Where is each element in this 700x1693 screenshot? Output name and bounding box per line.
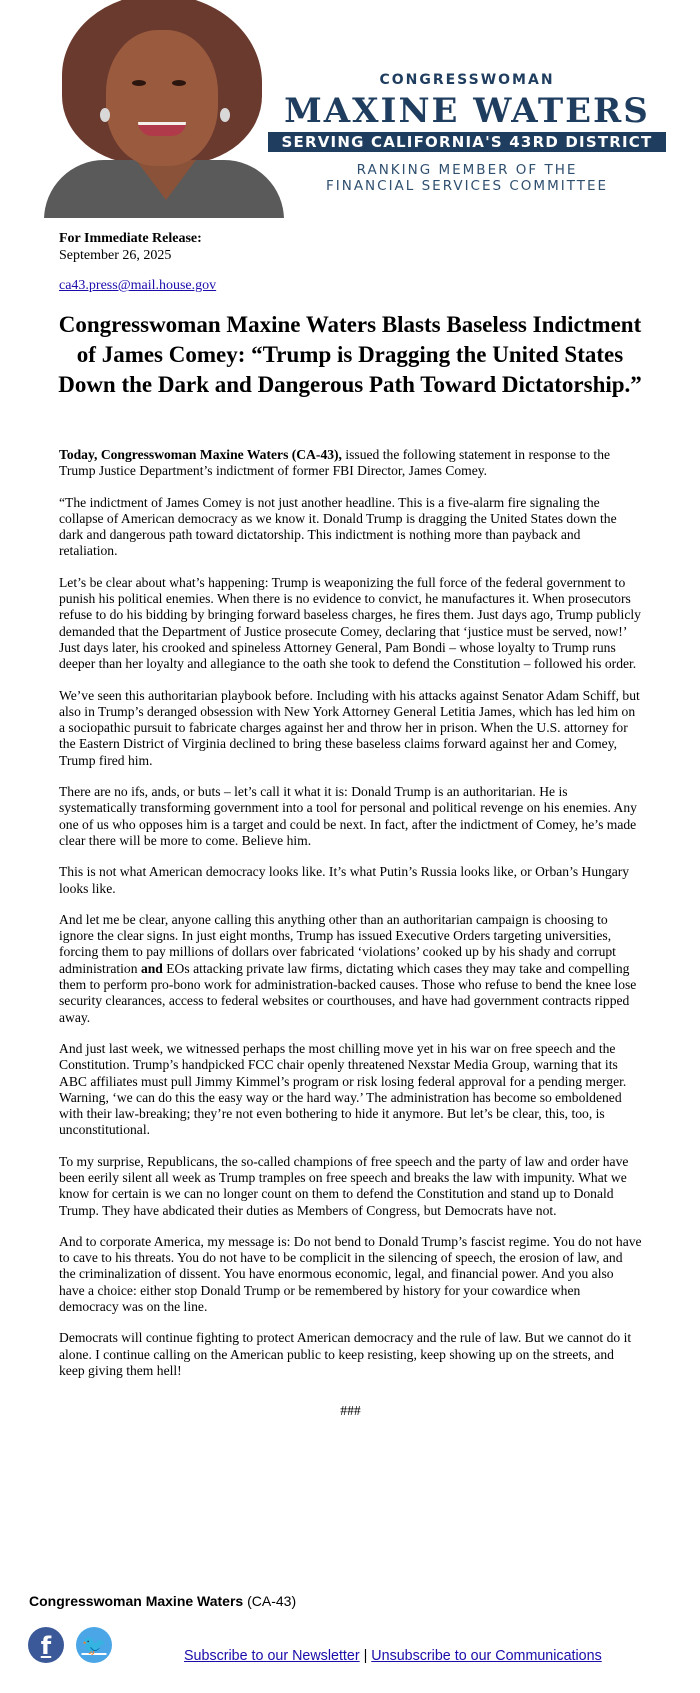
facebook-icon[interactable]: f <box>28 1627 64 1663</box>
lead-rest: issued the following statement in response to the Trump Justice Department’s indictment of former FBI Director, James Comey. <box>59 447 611 479</box>
paragraph-4: There are no ifs, ands, or buts – let’s call it what it is: Donald Trump is an authoritarian. He is systematically transforming government into a tool for personal and political revenge on his enemies. Any one of us who opposes him is a target and could be next. In fact, after the indictment of Comey, he’s made clear there will be more to come. Believe him. <box>59 784 637 848</box>
paragraph-3: We’ve seen this authoritarian playbook before. Including with his attacks against Senator Adam Schiff, but also in Trump’s deranged obsession with New York Attorney General Letitia James, which has led him on a sociopathic pursuit to fabricate charges against her and throw her in prison. When the U.S. attorney for the Eastern District of Virginia declined to bring these baseless claims forward against her and Comey, Trump fired him. <box>59 687 640 768</box>
paragraph-1: “The indictment of James Comey is not just another headline. This is a five-alarm fire signaling the collapse of American democracy as we know it. Donald Trump is dragging the United States down the dark and dangerous path toward dictatorship. This indictment is nothing more than payback and retaliation. <box>59 494 617 559</box>
header-name: MAXINE WATERS <box>284 91 650 131</box>
press-email-link[interactable]: ca43.press@mail.house.gov <box>59 278 217 293</box>
footer-name-bold: Congresswoman Maxine Waters <box>29 1593 244 1609</box>
header-district-bar: SERVING CALIFORNIA'S 43RD DISTRICT <box>268 132 666 152</box>
footer-name <box>29 1593 296 1609</box>
footer-separator: | <box>359 1648 372 1664</box>
paragraph-6 <box>59 912 642 1026</box>
social-links <box>28 1627 114 1665</box>
footer-name-district: (CA-43) <box>243 1593 297 1609</box>
paragraph-10: Democrats will continue fighting to protect American democracy and the rule of law. But we cannot do it alone. I continue calling on the American public to keep resisting, keep showing up on the streets, and keep giving them hell! <box>59 1330 632 1378</box>
paragraph-lead <box>59 447 642 480</box>
portrait-photo <box>44 0 284 218</box>
paragraph-8: To my surprise, Republicans, the so-called champions of free speech and the party of law and order have been eerily silent all week as Trump tramples on free speech and breaks the law with impunity. What we know for certain is we can no longer count on them to defend the Constitution and stand up to Donald Trump. They have abdicated their duties as Members of Congress, but Democrats have not. <box>59 1153 629 1218</box>
paragraph-2: Let’s be clear about what’s happening: Trump is weaponizing the full force of the federal government to punish his political enemies. When there is no evidence to convict, he manufactures it. When prosecutors refuse to do his bidding by bringing forward baseless charges, he fires them. Just days ago, Trump publicly demanded that the Department of Justice prosecute Comey, declaring that ‘justice must be served, now!’ Just days later, his crooked and spineless Attorney General, Pam Bondi – whose loyalty to Trump runs deeper than her loyalty and allegiance to the oath she took to defend the Constitution – followed his order. <box>59 574 641 672</box>
paragraph-9: And to corporate America, my message is: Do not bend to Donald Trump’s fascist regime. You do not have to cave to his threats. You do not have to be complicit in the silencing of speech, the erosion of law, and the criminalization of dissent. You have enormous economic, legal, and financial power. And you also have a choice: either stop Donald Trump or be remembered by history for your cowardice when democracy was on the line. <box>59 1233 642 1315</box>
header-congresswoman-label: CONGRESSWOMAN <box>379 72 555 88</box>
footer-links <box>184 1648 602 1664</box>
paragraph-6-part-a: And let me be clear, anyone calling this anything other than an authoritarian campaign is choosing to ignore the clear signs. In just eight months, Trump has issued Executive Orders targeting universities, forcing them to pay millions of dollars over fabricated ‘violations’ cooked up by his shady and corrupt administration <box>59 911 616 976</box>
header-title-block <box>262 64 672 194</box>
page-title: Congresswoman Maxine Waters Blasts Baseless Indictment of James Comey: “Trump is Dragging the United States Down the Dark and Dangerous Path Toward Dictatorship.” <box>58 312 642 397</box>
release-date: September 26, 2025 <box>59 248 172 263</box>
paragraph-6-bold: and <box>140 960 163 976</box>
lead-bold: Today, Congresswoman Maxine Waters (CA-43), <box>59 447 342 462</box>
paragraph-7: And just last week, we witnessed perhaps the most chilling move yet in his war on free speech and the Constitution. Trump’s handpicked FCC chair openly threatened Nexstar Media Group, warning that its ABC affiliates must pull Jimmy Kimmel’s program or risk losing federal approval for a pending merger. Warning, ‘we can do this the easy way or the hard way.’ The administration has become so emboldened with their law-breaking; they’re not even bothering to hide it anymore. But let’s be clear, this, too, is unconstitutional. <box>59 1040 627 1138</box>
unsubscribe-link[interactable]: Unsubscribe to our Communications <box>371 1648 602 1664</box>
header-rank-line-1: RANKING MEMBER OF THE <box>356 162 578 178</box>
release-label: For Immediate Release: <box>59 231 202 246</box>
end-mark: ### <box>340 1403 361 1419</box>
subscribe-link[interactable]: Subscribe to our Newsletter <box>184 1648 360 1664</box>
paragraph-5: This is not what American democracy looks like. It’s what Putin’s Russia looks like, or Orban’s Hungary looks like. <box>59 864 630 896</box>
press-release-body <box>59 447 642 1435</box>
paragraph-6-part-b: EOs attacking private law firms, dictating which cases they may take and compelling them to perform pro-bono work for administration-backed causes. Those who refuse to bend the knee lose security clearances, access to federal websites or courthouses, and have had government contracts ripped away. <box>59 960 637 1025</box>
header-rank-line-2: FINANCIAL SERVICES COMMITTEE <box>325 178 609 194</box>
twitter-icon[interactable]: 🐦 <box>76 1627 112 1663</box>
header-banner <box>0 0 700 218</box>
release-meta <box>59 230 649 294</box>
